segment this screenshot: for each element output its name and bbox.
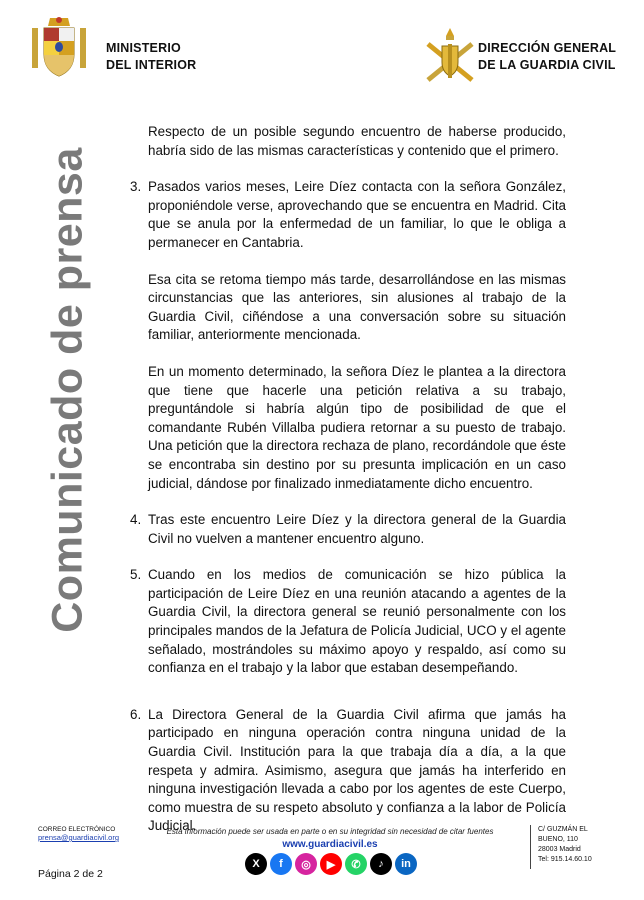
facebook-icon[interactable]: f	[270, 853, 292, 875]
item-number: 6.	[130, 706, 142, 722]
guardia-civil-emblem-icon	[424, 22, 476, 82]
item3-paragraph-2: Esa cita se retoma tiempo más tarde, desarrollándose en las mismas circunstancias que las anteriores, sin alusiones al trabajo de la Guardia Civil, ciñéndose a una conversación sobre su situación familiar, anteriormente mencionada.	[148, 271, 566, 343]
address-line1: C/ GUZMÁN EL	[538, 826, 588, 833]
guardia-civil-directorate	[478, 40, 616, 74]
social-media-icons	[245, 853, 425, 879]
ministry-name	[106, 40, 196, 74]
email-link[interactable]: prensa@guardiacivil.org	[38, 833, 119, 842]
spanish-coat-of-arms-icon	[28, 14, 90, 80]
document-body	[130, 123, 566, 836]
tiktok-icon[interactable]: ♪	[370, 853, 392, 875]
list-item-6	[130, 706, 566, 836]
youtube-icon[interactable]: ▶	[320, 853, 342, 875]
side-title-text: Comunicado de prensa	[43, 147, 92, 633]
email-label: CORREO ELECTRÓNICO	[38, 826, 116, 833]
item-text: Tras este encuentro Leire Díez y la directora general de la Guardia Civil no vuelven a mantener encuentro alguno.	[148, 512, 566, 546]
list-item-3	[130, 178, 566, 252]
linkedin-icon[interactable]: in	[395, 853, 417, 875]
phone-number: Tel: 915.14.60.10	[538, 856, 592, 863]
intro-paragraph: Respecto de un posible segundo encuentro de haberse producido, habría sido de las mismas características y contenido que el primero.	[148, 124, 566, 158]
side-title	[38, 147, 98, 633]
ministry-line1: MINISTERIO	[106, 41, 181, 55]
address-block	[530, 825, 592, 869]
item-text: Cuando en los medios de comunicación se hizo pública la participación de Leire Díez en una reunión atacando a agentes de la Guardia Civil, la directora general se reunió personalmente con los principales mandos de la Jefatura de Policía Judicial, UCO y el agente señalado, mostrándoles su máximo apoyo y respaldo, así como su confianza en el trabajo y la labor que estaban desempeñando.	[148, 567, 566, 676]
whatsapp-icon[interactable]: ✆	[345, 853, 367, 875]
website-link[interactable]: www.guardiacivil.es	[282, 839, 378, 850]
item-number: 3.	[130, 179, 142, 195]
item3-paragraph-3: En un momento determinado, la señora Díez le plantea a la directora que tiene que hacerle una petición relativa a su trabajo, preguntándole si habría algún tipo de posibilidad de que el comandante Rubén Villalba pudiera retornar a su puesto de trabajo. Una petición que la directora rechaza de plano, recordándole que éste se encontraba sin destino por su presunta implicación en un caso judicial, dándose por finalizado inmediatamente dicho encuentro.	[148, 363, 566, 491]
list-item-4	[130, 511, 566, 548]
address-line3: 28003 Madrid	[538, 846, 581, 853]
contact-email-block	[38, 826, 119, 843]
gc-line1: DIRECCIÓN GENERAL	[478, 41, 617, 55]
page-footer	[0, 820, 644, 900]
address-line2: BUENO, 110	[538, 836, 578, 843]
page-header	[0, 0, 644, 90]
item-text: La Directora General de la Guardia Civil afirma que jamás ha participado en ninguna operación contra ninguna unidad de la Guardia Civil. Institución para la que trabaja día a día, a la que respeta y admira. Asimismo, asegura que jamás ha interferido en ninguna investigación llevada a cabo por los agentes de este Cuerpo, como muestra de su respeto absoluto y confianza a la labor de Policía Judicial.	[148, 706, 566, 834]
instagram-icon[interactable]: ◎	[295, 853, 317, 875]
list-item-5	[130, 566, 566, 678]
ministry-line2: DEL INTERIOR	[106, 58, 197, 72]
item-number: 5.	[130, 567, 142, 583]
gc-line2: DE LA GUARDIA CIVIL	[478, 58, 616, 72]
item-text: Pasados varios meses, Leire Díez contacta con la señora González, proponiéndole verse, aprovechando que se encuentra en Madrid. Cita que se anula por la enfermedad de un familiar, lo que le obliga a permanecer en Cantabria.	[148, 179, 566, 250]
usage-notice: Esta información puede ser usada en parte o en su integridad sin necesidad de citar fuentes	[166, 827, 494, 836]
page-number: Página 2 de 2	[38, 868, 103, 880]
x-icon[interactable]: X	[245, 853, 267, 875]
item-number: 4.	[130, 512, 142, 528]
